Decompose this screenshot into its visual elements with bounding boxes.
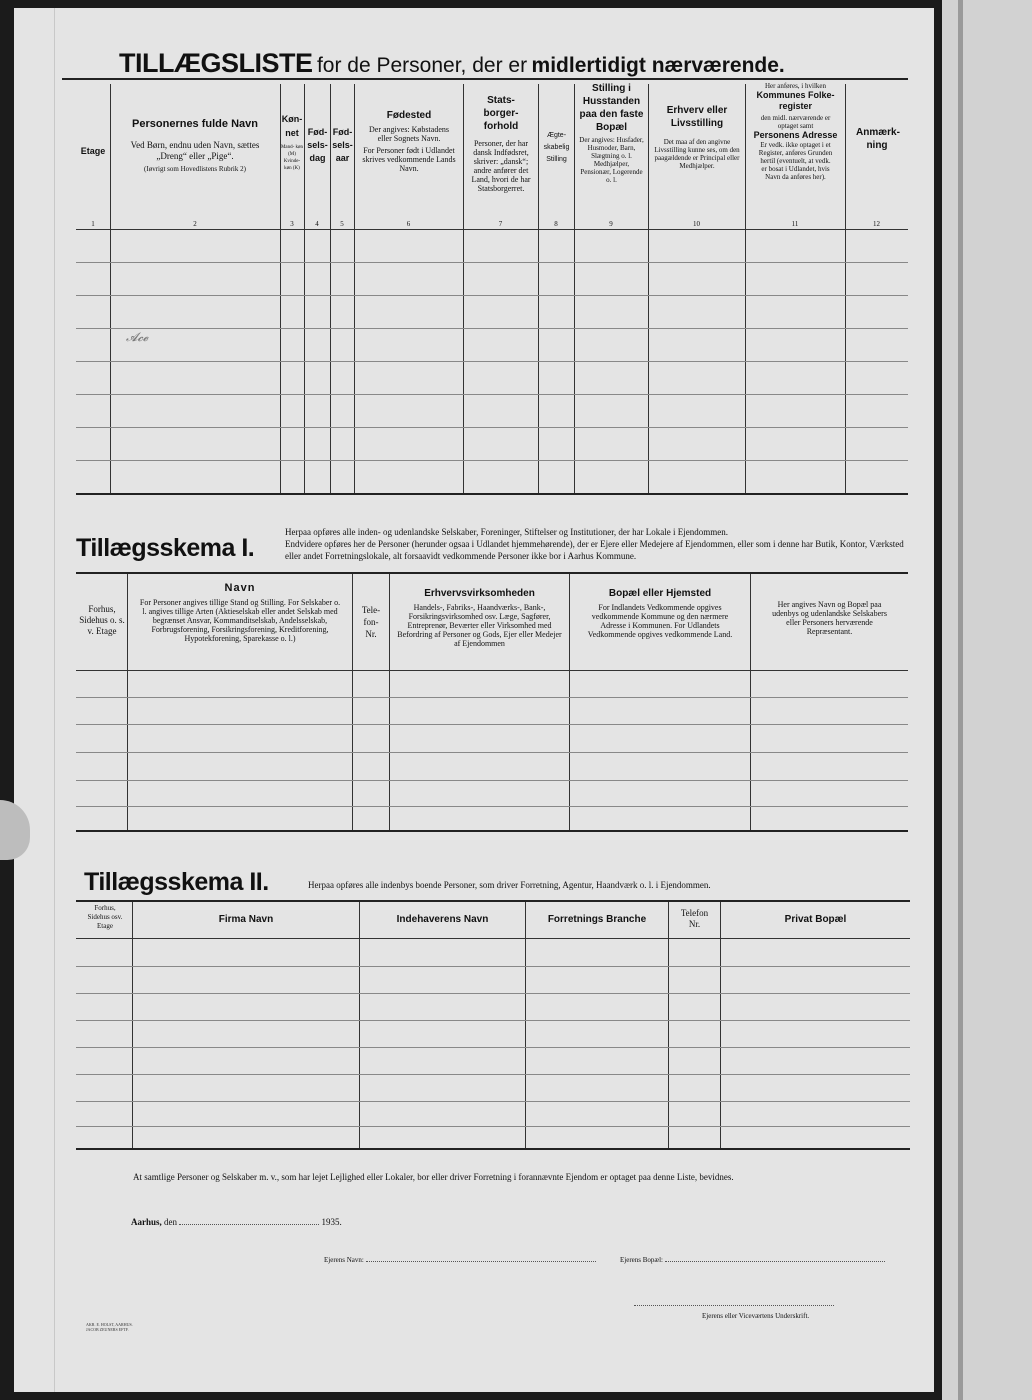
list-row-rule [76, 328, 908, 329]
skema1-col-residence-head: Bopæl eller Hjemsted [608, 588, 712, 599]
skema2-col-sep [525, 902, 526, 1148]
skema2-row-rule [76, 1101, 910, 1102]
signature-field[interactable] [634, 1304, 834, 1306]
signature-label: Ejerens eller Viceværtens Underskrift. [702, 1312, 810, 1320]
col-number: 11 [791, 220, 799, 228]
printer-mark: AKR. E. HOLST, AARHUS. JACOB ZEUNERS EFTF. [86, 1322, 133, 1332]
skema1-row-rule [76, 724, 908, 725]
col-number: 3 [290, 220, 294, 228]
col-number: 5 [340, 220, 344, 228]
skema1-row-rule [76, 752, 908, 753]
list-col-sep [110, 84, 111, 493]
handwritten-scribble: 𝓐𝓬𝓮 [126, 330, 149, 344]
owner-name-field[interactable] [366, 1261, 596, 1262]
col-sex-head: Køn- net [281, 114, 303, 138]
skema1-col-etage: Forhus, Sidehus o. s. v. Etage [79, 604, 125, 636]
col-number: 9 [609, 220, 613, 228]
den-label: den [164, 1217, 178, 1227]
col-number: 2 [193, 220, 197, 228]
adjacent-page [942, 0, 1032, 1400]
skema1-row-rule [76, 697, 908, 698]
owner-address-line [620, 1256, 885, 1264]
signature-place-line [131, 1217, 342, 1227]
page-gutter [958, 0, 963, 1400]
list-row-rule [76, 361, 908, 362]
list-bottom-rule [76, 493, 908, 495]
skema1-col-name-header [128, 582, 352, 643]
col-sex-desc: Mand- køn (M) Kvinde- køn (K) [280, 145, 304, 171]
form-page [14, 8, 934, 1392]
col-number: 8 [554, 220, 558, 228]
list-row-rule [76, 262, 908, 263]
col-number: 6 [406, 220, 411, 228]
col-register-desc: den midl. nærværende er optaget samt [760, 114, 831, 130]
date-field[interactable] [179, 1224, 319, 1225]
col-household-header [575, 82, 648, 184]
skema2-col-sep [668, 902, 669, 1148]
col-number: 4 [315, 220, 319, 228]
col-number: 1 [91, 220, 95, 228]
col-citizenship-header [464, 94, 538, 193]
skema2-col-sep [359, 902, 360, 1148]
col-household-head: Stilling i Husstanden paa den faste Bopæl [579, 83, 644, 133]
list-row-rule [76, 427, 908, 428]
skema2-title: Tillægsskema II. [84, 868, 269, 896]
skema2-bottom-rule [76, 1148, 910, 1150]
page-title [119, 48, 785, 79]
skema2-row-rule [76, 966, 910, 967]
skema1-bottom-rule [76, 830, 908, 832]
col-register-pre: Her anføres, i hvilken [764, 82, 827, 90]
skema1-top-rule [76, 572, 908, 574]
col-occupation-header [649, 104, 745, 170]
col-number: 10 [693, 220, 700, 228]
skema2-row-rule [76, 993, 910, 994]
col-register-bold: Personens Adresse [753, 130, 838, 140]
col-household-desc: Der angives: Husfader, Husmoder, Barn, Slægtning o. l. Medhjælper, Pensionær, Logerende o. l. [579, 136, 644, 184]
col-register-desc2: Er vedk. ikke optaget i et Register, anføres Grunden hertil (eventuelt, at vedk. er bosat i Udlandet, hvis Navn da anføres her). [758, 141, 833, 181]
skema1-col-business-header [390, 588, 569, 648]
skema1-row-rule [76, 780, 908, 781]
col-etage-head: Etage [80, 146, 106, 156]
title-bold: midlertidigt nærværende. [531, 54, 785, 77]
skema2-row-rule [76, 1074, 910, 1075]
col-birthday-head: Fød- sels- dag [307, 127, 328, 163]
owner-address-field[interactable] [665, 1261, 885, 1262]
skema2-col-branch: Forretnings Branche [547, 914, 647, 925]
col-occupation-desc: Det maa af den angivne Livsstilling kunne ses, om den paagældende er Principal eller Medhjælper. [654, 138, 740, 170]
skema2-row-rule [76, 1020, 910, 1021]
col-name-header [112, 118, 278, 173]
col-name-note: (Iøvrigt som Hovedlistens Rubrik 2) [144, 165, 246, 173]
certification-text: At samtlige Personer og Selskaber m. v., som har lejet Lejlighed eller Lokaler, bor eller driver Forretning i forannævnte Ejendom er optaget paa denne Liste, bevidnes. [133, 1172, 734, 1182]
skema2-row-rule [76, 1047, 910, 1048]
col-birthplace-desc2: For Personer født i Udlandet skrives vedkommende Lands Navn. [362, 146, 456, 173]
skema2-col-sep [720, 902, 721, 1148]
col-birthplace-head: Fødested [386, 110, 432, 121]
skema2-col-owner: Indehaverens Navn [396, 914, 489, 925]
skema1-text2: Endvidere opføres her de Personer (herunder ogsaa i Udlandet hjemmehørende), der er Ejere eller Medejere af Ejendommen, eller som i denne har Butik, Kontor, Værksted eller andet Forretningslokale, alt forsaavidt vedkommende Personer ikke bor i Aarhus Kommune. [285, 539, 904, 561]
skema1-text1: Herpaa opføres alle inden- og udenlandske Selskaber, Foreninger, Stiftelser og Institutioner, der har Lokale i Ejendommen. [285, 527, 729, 537]
title-mid: for de Personer, der er [316, 54, 528, 77]
skema2-col-sep [132, 902, 133, 1148]
col-birthplace-desc: Der angives: Købstadens eller Sognets Navn. [369, 125, 449, 143]
list-header-rule [76, 229, 908, 230]
year-label: 1935. [321, 1217, 342, 1227]
skema1-col-name-head: Navn [224, 582, 256, 594]
col-number: 12 [873, 220, 880, 228]
skema2-col-firm: Firma Navn [218, 914, 274, 925]
col-name-desc: Ved Børn, endnu uden Navn, sættes „Dreng“ eller „Pige“. [130, 140, 260, 161]
skema2-col-phone: Telefon Nr. [680, 908, 709, 929]
skema1-header-rule [76, 670, 908, 671]
col-register-header [746, 82, 845, 181]
place-label: Aarhus, [131, 1217, 162, 1227]
col-occupation-head: Erhverv eller Livsstilling [666, 105, 728, 129]
col-birthyear-head: Fød- sels- aar [332, 127, 353, 163]
skema2-top-rule [76, 900, 910, 902]
col-citizenship-desc: Personer, der har dansk Indfødsret, skriver: „dansk“; andre anfører det Land, hvori de har Statsborgerret. [471, 139, 531, 193]
skema1-col-name-desc: For Personer angives tillige Stand og Stilling. For Selskaber o. l. angives tillige Arten (Aktieselskab eller andet Selskab med begrænset Ansvar, Kommanditselskab, Andelsselskab, Forbrugsforening, Forsikringsforening, Kreditforening, Hypotekforening, Sparekasse o. l.) [139, 598, 341, 643]
title-main: TILLÆGSLISTE [119, 48, 313, 78]
list-row-rule [76, 460, 908, 461]
skema1-col-business-desc: Handels-, Fabriks-, Haandværks-, Bank-, Forsikringsvirksomhed osv. Læge, Sagfører, Entreprenør, Beværter eller Virksomhed med Befordring af Personer og Gods, Ejer eller Medejer af Ejendommen [397, 603, 562, 648]
skema2-col-etage: Forhus, Sidehus osv. Etage [87, 904, 123, 930]
col-number: 7 [498, 220, 503, 228]
col-sex-header [280, 112, 304, 172]
owner-address-label: Ejerens Bopæl: [620, 1256, 663, 1264]
col-birthplace-header [356, 110, 462, 173]
skema1-row-rule [76, 806, 908, 807]
owner-name-label: Ejerens Navn: [324, 1256, 364, 1264]
skema2-header-rule [76, 938, 910, 939]
col-name-head: Personernes fulde Navn [132, 118, 258, 130]
owner-name-line [324, 1256, 596, 1264]
skema2-col-residence: Privat Bopæl [784, 914, 847, 925]
margin-rule [54, 8, 55, 1392]
col-remark-head: Anmærk- ning [856, 127, 900, 151]
skema1-col-residence-header [570, 588, 750, 639]
col-register-head: Kommunes Folke- register [756, 90, 835, 111]
list-row-rule [76, 394, 908, 395]
list-row-rule [76, 295, 908, 296]
skema1-col-representative: Her angives Navn og Bopæl paa udenbys og udenlandske Selskabers eller Personers herværende Repræsentant. [772, 600, 887, 636]
skema2-text: Herpaa opføres alle indenbys boende Personer, som driver Forretning, Agentur, Haandværk o. l. i Ejendommen. [308, 880, 711, 890]
skema1-col-phone: Tele- fon- Nr. [361, 605, 381, 639]
col-marital-desc: Ægte- skabelig Stilling [543, 132, 570, 163]
col-citizenship-head: Stats- borger- forhold [483, 95, 519, 132]
list-top-rule [62, 78, 908, 80]
skema2-row-rule [76, 1126, 910, 1127]
skema1-title: Tillægsskema I. [76, 534, 255, 562]
skema1-col-business-head: Erhvervsvirksomheden [424, 588, 535, 599]
skema1-col-residence-desc: For Indlandets Vedkommende opgives vedkommende Kommune og den nærmere Adresse i Kommunen. For Udlandets Vedkommende opgives vedkommende Land. [587, 603, 733, 639]
list-col-sep [354, 84, 355, 493]
